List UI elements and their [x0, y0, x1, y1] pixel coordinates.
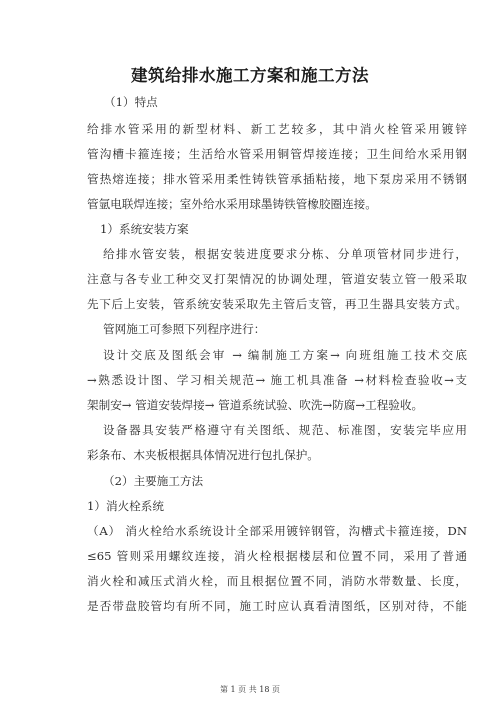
paragraph-line: 管热熔连接；排水管采用柔性铸铁管承插粘接，地下泵房采用不锈钢 [87, 172, 467, 186]
heading-features: （1）特点 [104, 95, 158, 109]
paragraph-line: 彩条布、木夹板根据具体情况进行包扎保护。 [87, 448, 319, 462]
page-footer: 第 1 页 共 18 页 [220, 685, 280, 694]
paragraph-line: 是否带盘胶管均有所不同，施工时应认真看清图纸，区别对待，不能 [87, 599, 467, 613]
paragraph-line: （A） 消火栓给水系统设计全部采用镀锌钢管，沟槽式卡箍连接，DN [87, 524, 467, 538]
paragraph-line: 管沟槽卡箍连接；生活给水管采用铜管焊接连接；卫生间给水采用钢 [87, 147, 467, 161]
heading-hydrant-system: 1）消火栓系统 [87, 499, 164, 513]
paragraph-line: 管网施工可参照下列程序进行： [103, 322, 266, 336]
procedure-line: 设计交底及图纸会审 → 编制施工方案→ 向班组施工技术交底 [103, 348, 467, 362]
paragraph-line: 注意与各专业工种交叉打架情况的协调处理，管道安装立管一般采取 [87, 272, 467, 286]
document-title: 建筑给排水施工方案和施工方法 [131, 66, 369, 85]
paragraph-line: ≤65 管则采用螺纹连接，消火栓根据楼层和位置不同，采用了普通 [87, 549, 467, 563]
procedure-line: →熟悉设计图、学习相关规范→ 施工机具准备 →材料检查验收→支 [87, 373, 467, 387]
heading-main-methods: （2）主要施工方法 [103, 474, 204, 488]
paragraph-line: 消火栓和减压式消火栓，而且根据位置不同，消防水带数量、长度， [87, 574, 467, 588]
procedure-line: 架制安→ 管道安装焊接→ 管道系统试验、吹洗→防腐→工程验收。 [87, 398, 424, 412]
paragraph-line: 管氩电联焊连接；室外给水采用球墨铸铁管橡胶圈连接。 [87, 197, 377, 211]
paragraph-line: 给排水管安装，根据安装进度要求分栋、分单项管材同步进行， [103, 247, 467, 261]
paragraph-line: 给排水管采用的新型材料、新工艺较多，其中消火栓管采用镀锌 [87, 122, 467, 136]
heading-installation-plan: 1）系统安装方案 [100, 222, 189, 236]
paragraph-line: 设备器具安装严格遵守有关图纸、规范、标准图，安装完毕应用 [103, 423, 467, 437]
paragraph-line: 先下后上安装，管系统安装采取先主管后支管，再卫生器具安装方式。 [87, 297, 467, 311]
